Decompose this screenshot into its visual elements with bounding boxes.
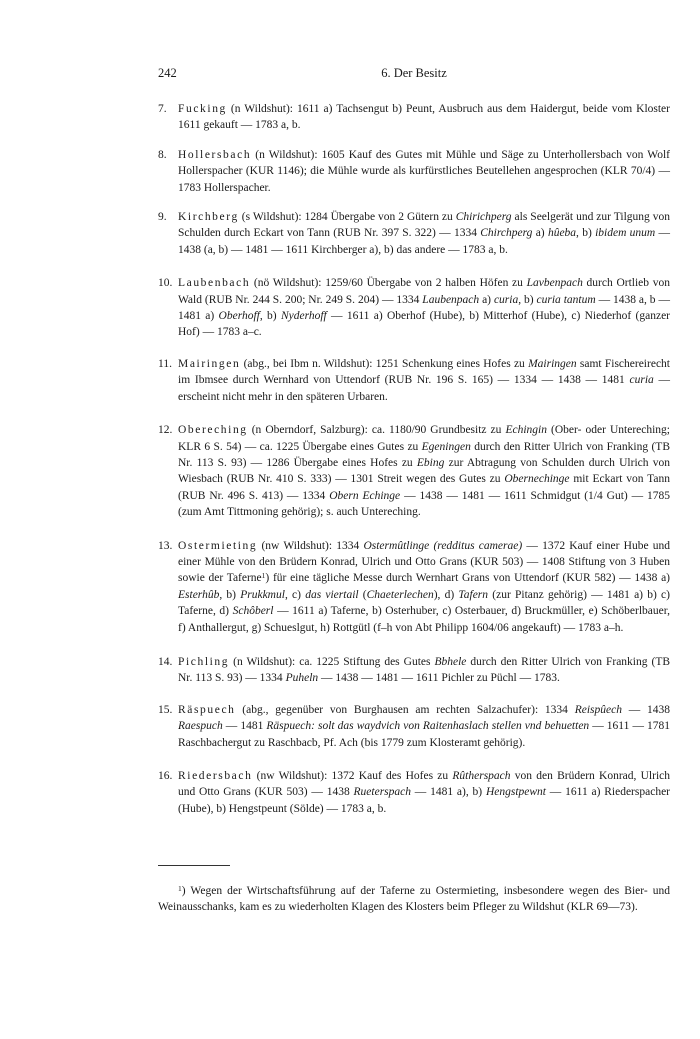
entry-item xyxy=(158,702,670,751)
entry-number: 15. xyxy=(158,703,173,716)
entry-text: (n Wildshut): 1605 Kauf des Gutes mit Mühle und Säge zu Unterhollersbach von Wolf Hollerspacher (KUR 1146); die Mühle wurde als kurfürstliches Beutellehen angesprochen (KLR 70/4) — 1783 Hollerspacher. xyxy=(178,148,670,194)
entry-item xyxy=(158,654,670,687)
entry-number: 14. xyxy=(158,655,173,668)
entry-place-name: Hollersbach xyxy=(178,148,252,161)
entry-number: 13. xyxy=(158,539,173,552)
entry-text: (abg., bei Ibm n. Wildshut): 1251 Schenkung eines Hofes zu Mairingen samt Fischereirecht im Ibmsee durch Wernhard von Uttendorf (RUB Nr. 196 S. 165) — 1334 — 1438 — 1481 curia — erscheint nicht mehr in den späteren Urbaren. xyxy=(178,357,670,403)
entry-text: (nw Wildshut): 1334 Ostermûtlinge (redditus camerae) — 1372 Kauf einer Hube und einer Mühle von den Brüdern Konrad, Ulrich und Otto Grans (KUR 503) — 1408 Stiftung von 3 Huben sowie der Taferne$^1$) für eine tägliche Messe durch Wernhart Grans von Uttendorf (KUR 582) — 1438 a) Esterhûb, b) Prukkmul, c) das viertail (Chaeterlechen), d) Tafern (zur Pitanz gehörig) — 1481 a) b) c) Taferne, d) Schôberl — 1611 a) Taferne, b) Osterhuber, c) Osterbauer, d) Bruckmüller, e) Schöberlbauer, f) Anthallergut, g) Schueslgut, h) Rottgütl (f–h von Abt Philipp 1604/06 angekauft) — 1783 a–h. xyxy=(178,539,670,634)
entry-text: (s Wildshut): 1284 Übergabe von 2 Gütern zu Chirichperg als Seelgerät und zur Tilgung von Schulden durch Eckart von Tann (RUB Nr. 397 S. 322) — 1334 Chirchperg a) hûeba, b) ibidem unum — 1438 (a, b) — 1481 — 1611 Kirchberger a), b) das andere — 1783 a, b. xyxy=(178,211,671,256)
entry-number: 9. xyxy=(158,211,167,224)
footnote xyxy=(158,883,670,916)
entry-number: 12. xyxy=(158,424,173,437)
page-number: 242 xyxy=(158,66,177,80)
entry-list xyxy=(158,101,670,817)
entry-item xyxy=(158,356,670,405)
entry-place-name: Fucking xyxy=(178,103,227,115)
entry-item xyxy=(158,422,670,520)
entry-text: (nw Wildshut): 1372 Kauf des Hofes zu Rûtherspach von den Brüdern Konrad, Ulrich und Otto Grans (KUR 503) — 1438 Rueterspach — 1481 a), b) Hengstpewnt — 1611 a) Riederspacher (Hube), b) Hengstpeunt (Sölde) — 1783 a, b. xyxy=(178,770,671,815)
entry-item xyxy=(158,538,670,636)
entry-place-name: Laubenbach xyxy=(178,277,251,290)
entry-text: (n Oberndorf, Salzburg): ca. 1180/90 Grundbesitz zu Echingin (Ober- oder Untereching; KLR 6 S. 54) — ca. 1225 Übergabe eines Gutes zu Egeningen durch den Ritter Ulrich von Franking (TB Nr. 113 S. 93) — 1286 Übergabe eines Hofes zu Ebing zur Abtragung von Schulden durch Ulrich von Wiesbach (RUB Nr. 410 S. 333) — 1301 Streit wegen des Gutes zu Obernechinge mit Eckart von Tann (RUB Nr. 496 S. 413) — 1334 Obern Echinge — 1438 — 1481 — 1611 Schmidgut (1/4 Gut) — 1785 (zum Amt Tittmoning gehörig); s. auch Untereching. xyxy=(178,424,670,519)
chapter-title: 6. Der Besitz xyxy=(381,66,447,80)
footnote-separator xyxy=(158,865,230,866)
entry-number: 8. xyxy=(158,148,167,161)
entry-number: 7. xyxy=(158,103,167,115)
entry-number: 16. xyxy=(158,770,173,782)
entry-text: (abg., gegenüber von Burghausen am rechten Salzachufer): 1334 Reispûech — 1438 Raespuch — 1481 Räspuech: solt das waydvich von Raitenhaslach stellen vnd behuetten — 1611 — 1781 Raschbachergut zu Raschbacb, Pf. Ach (bis 1779 zum Klosteramt gehörig). xyxy=(178,703,671,749)
entry-item xyxy=(158,209,670,258)
entry-place-name: Pichling xyxy=(178,655,230,668)
entry-item xyxy=(158,275,670,341)
entry-place-name: Riedersbach xyxy=(178,770,253,782)
entry-place-name: Kirchberg xyxy=(178,211,239,224)
entry-number: 11. xyxy=(158,357,172,370)
entry-place-name: Räspuech xyxy=(178,703,236,716)
entry-text: (n Wildshut): ca. 1225 Stiftung des Gutes Bbhele durch den Ritter Ulrich von Franking (TB Nr. 113 S. 93) — 1334 Puheln — 1438 — 1481 — 1611 Pichler zu Püchl — 1783. xyxy=(178,655,671,685)
entry-item xyxy=(158,101,670,134)
entry-place-name: Ostermieting xyxy=(178,539,258,552)
entry-number: 10. xyxy=(158,277,173,290)
footnote-marker: 1 xyxy=(178,884,182,893)
entry-place-name: Obereching xyxy=(178,424,248,437)
entry-text: (n Wildshut): 1611 a) Tachsengut b) Peunt, Ausbruch aus dem Haidergut, beide vom Kloster 1611 gekauft — 1783 a, b. xyxy=(178,103,670,132)
entry-place-name: Mairingen xyxy=(178,357,241,370)
entry-text: (nö Wildshut): 1259/60 Übergabe von 2 halben Höfen zu Lavbenpach durch Ortlieb von Wald (RUB Nr. 244 S. 200; Nr. 249 S. 204) — 1334 Laubenpach a) curia, b) curia tantum — 1438 a, b — 1481 a) Oberhoff, b) Nyderhoff — 1611 a) Oberhof (Hube), b) Mitterhof (Hube), c) Niederhof (ganzer Hof) — 1783 a–c. xyxy=(178,277,670,339)
footnote-text: ) Wegen der Wirtschaftsführung auf der Taferne zu Ostermieting, insbesondere wegen des Bier- und Weinausschanks, kam es zu wiederholten Klagen des Klosters beim Pfleger zu Wildshut (KLR 69—73). xyxy=(158,885,670,914)
entry-item xyxy=(158,768,670,817)
entry-item xyxy=(158,147,670,196)
